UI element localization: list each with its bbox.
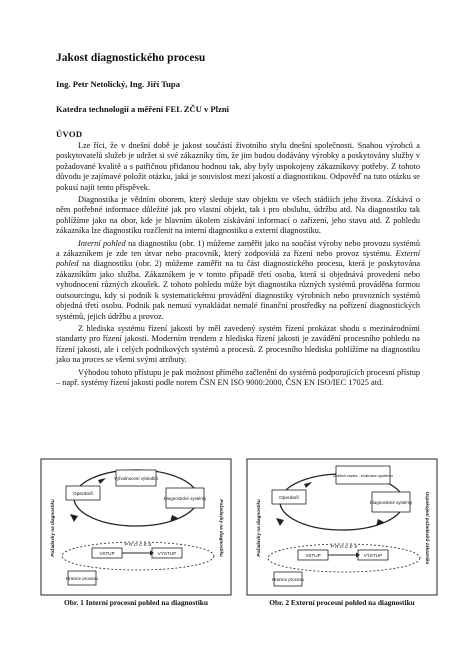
body-text — [56, 141, 420, 388]
input-label: VSTUP — [99, 551, 115, 556]
paragraph-5: Výhodou tohoto přístupu je pak možnost přímého začlenění do systémů podporujících procesní přístup – např. systémy řízení jakosti podle norem ČSN EN ISO 9000:2000, ČSN EN ISO/IEC 17025 atd. — [56, 367, 420, 387]
operator-label: Operátoři — [73, 492, 93, 497]
figure-1-diagram — [40, 458, 232, 596]
paper-affiliation: Katedra technologií a měření FEL ZČU v Plzni — [56, 104, 230, 114]
side-label-right: Uspokojení požadavků zákazníka — [425, 491, 430, 565]
boundary-label: Hranice procesu — [66, 576, 98, 581]
systems-label: Diagnostické systémy — [369, 500, 413, 505]
figure-2-caption: Obr. 2 Externí procesní pohled na diagnostiku — [269, 598, 415, 607]
output-label: VÝSTUP — [157, 551, 177, 556]
results-label: Vyhodnocení výsledků — [114, 476, 158, 481]
figure-1-caption: Obr. 1 Interní procesní pohled na diagnostiku — [64, 598, 208, 607]
input-label: VSTUP — [305, 553, 321, 558]
section-heading: ÚVOD — [56, 129, 83, 139]
paper-authors: Ing. Petr Netolický, Ing. Jiří Tupa — [56, 79, 180, 89]
paragraph-3-part-a: na diagnostiku (obr. 1) můžeme zaměřit jako na součást výroby nebo provozu systémů a zákazníkem je zde ten útvar nebo pracovník, který zodpovídá za řízení nebo provoz systému. — [56, 238, 420, 259]
output-label: VÝSTUP — [363, 553, 383, 558]
paragraph-3 — [56, 239, 420, 322]
italic-term: Interní pohled — [78, 238, 126, 248]
paragraph-1: Lze říci, že v dnešní době je jakost součástí životního stylu dnešní společnosti. Snahou výrobců a poskytovatelů služeb je udržet si své zákazníky tím, že jim budou dodávány výrobky a poskytovány služby v požadované kvalitě a s patřičnou přidanou hodnou tak, aby byly uspokojeny zákazníkovy potřeby. Z tohoto důvodu je zajímavé položit otázku, jaká je souvislost mezi jakostí a diagnostikou. Odpověď na tuto otázku se pokusí najít tento příspěvek. — [56, 141, 420, 192]
paragraph-4: Z hlediska systému řízení jakosti by měl zavedený systém řízení prokázat shodu s mezinárodními standarty pro řízení jakosti. Moderním trendem z hlediska řízení jakosti je zavádění procesního pohledu na řízení jakosti, ale i celých podnikových systémů a procesů. Z procesního hlediska pohlížíme na diagnostiku jako na proces se všemi svými atributy. — [56, 323, 420, 365]
paragraph-2: Diagnostika je vědním oborem, který sleduje stav objektu ve všech stádiích jeho života. Získává o něm potřebné informace důležité jak pro vlastní objekt, tak i pro obsluhu, údržbu atd. Na diagnostiku tak pohlížíme jako na obor, kde je hlavním úkolem získávání informací o zařízení, jeho stavu atd. Z pohledu zákazníka lze diagnostiku rozčlenit na interní diagnostiku a externí diagnostiku. — [56, 195, 420, 236]
side-label-left: Požadavky na diagnostiku — [256, 499, 261, 557]
side-label-left: Požadavky na diagnostiku — [50, 499, 55, 557]
process-label: P R O C E S — [124, 543, 152, 548]
operator-label: Operátoři — [279, 496, 299, 501]
italic-term: Externí pohled — [56, 249, 420, 269]
side-label-right: Požadavky na diagnostiku — [219, 499, 224, 557]
paper-title: Jakost diagnostického procesu — [56, 52, 206, 64]
systems-label: Diagnostické systémy — [163, 496, 207, 501]
figure-1 — [40, 458, 232, 596]
process-label: P R O C E S — [330, 545, 358, 550]
boundary-label: Hranice procesu — [272, 577, 304, 582]
paragraph-3-part-b: na diagnostiku (obr. 2) můžeme zaměřit na tu část diagnostického procesu, která je poskytována zákazníkům jako služba. Zákazníkem je v tomto případě třetí osoba, která si objednává provedení nebo vyhodnocení různých zkoušek. Z tohoto pohledu může být diagnostika různých systémů prováděna formou outsourcingu, kdy si podnik k systematickému provádění diagnostiky výrobních nebo provozních systémů objedná třetí osobu. Podnik pak nemusí vynakládat nemalé finanční prostředky na pořízení diagnostických systémů, jejich údržbu a provoz. — [56, 259, 420, 321]
feedback-label: Zpětná vazba - evaluace systému — [333, 473, 393, 478]
figure-2-diagram — [246, 458, 438, 596]
figure-2 — [246, 458, 438, 596]
